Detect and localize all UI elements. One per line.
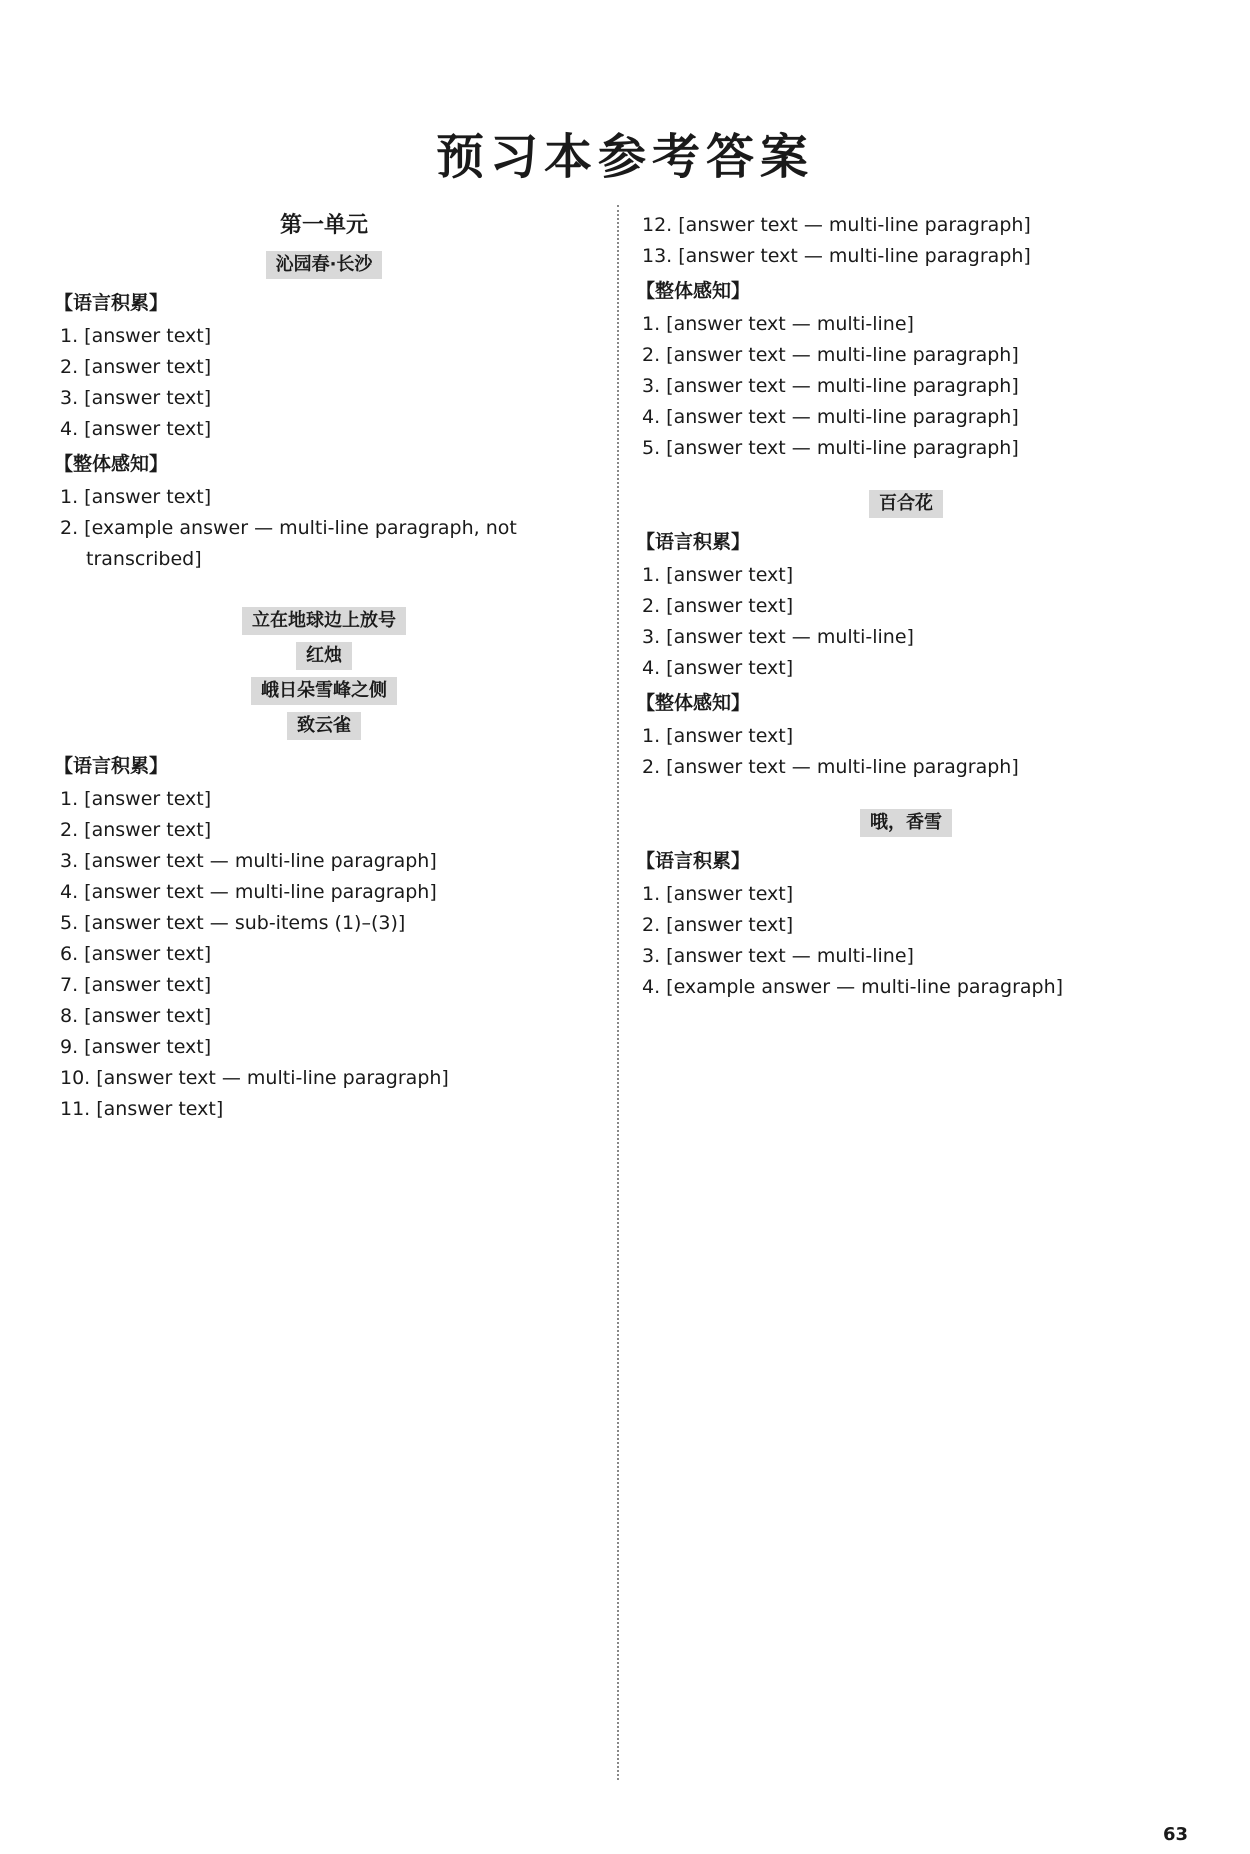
answer-item: 5. [answer text — sub-items (1)–(3)] xyxy=(60,912,406,934)
answer-item: 12. [answer text — multi-line paragraph] xyxy=(642,214,1031,236)
answer-item: 8. [answer text] xyxy=(60,1005,212,1027)
answer-item: 2. [answer text] xyxy=(60,819,212,841)
answer-item: 1. [answer text] xyxy=(60,788,212,810)
answer-item: 4. [answer text — multi-line paragraph] xyxy=(642,406,1019,428)
right-column xyxy=(636,210,1176,1003)
section-title: 致云雀 xyxy=(287,712,361,740)
answer-item: 2. [answer text — multi-line paragraph] xyxy=(642,756,1019,778)
category-heading: 【语言积累】 xyxy=(636,850,751,872)
answer-item: 1. [answer text] xyxy=(642,725,794,747)
category-heading: 【语言积累】 xyxy=(54,755,169,777)
answer-item: 1. [answer text] xyxy=(642,564,794,586)
answer-item: 11. [answer text] xyxy=(60,1098,224,1120)
category-heading: 【整体感知】 xyxy=(54,453,169,475)
answer-item: 1. [answer text] xyxy=(60,486,212,508)
category-heading: 【整体感知】 xyxy=(636,280,751,302)
answer-item: 4. [answer text] xyxy=(642,657,794,679)
page-number: 63 xyxy=(1162,1824,1188,1845)
answer-item: 1. [answer text] xyxy=(60,325,212,347)
answer-item: 4. [answer text] xyxy=(60,418,212,440)
section-title: 沁园春·长沙 xyxy=(266,251,383,279)
answer-item: 2. [answer text — multi-line paragraph] xyxy=(642,344,1019,366)
answer-item: 10. [answer text — multi-line paragraph] xyxy=(60,1067,449,1089)
section-title: 立在地球边上放号 xyxy=(242,607,406,635)
answer-item: 2. [answer text] xyxy=(642,595,794,617)
column-divider xyxy=(617,205,619,1780)
section-title: 百合花 xyxy=(869,490,943,518)
unit-title: 第一单元 xyxy=(279,213,368,238)
answer-item: 3. [answer text — multi-line paragraph] xyxy=(60,850,437,872)
answer-item: 3. [answer text — multi-line] xyxy=(642,945,914,967)
answer-item: 7. [answer text] xyxy=(60,974,212,996)
left-column xyxy=(54,210,594,1125)
category-heading: 【整体感知】 xyxy=(636,692,751,714)
answer-item: 13. [answer text — multi-line paragraph] xyxy=(642,245,1031,267)
answer-item: 2. [example answer — multi-line paragraph, not transcribed] xyxy=(60,517,517,570)
answer-item: 4. [example answer — multi-line paragraph] xyxy=(642,976,1064,998)
answer-item: 6. [answer text] xyxy=(60,943,212,965)
page-title: 预习本参考答案 xyxy=(435,129,814,185)
section-title: 红烛 xyxy=(296,642,352,670)
category-heading: 【语言积累】 xyxy=(54,292,169,314)
answer-item: 2. [answer text] xyxy=(642,914,794,936)
answer-item: 9. [answer text] xyxy=(60,1036,212,1058)
section-title: 哦，香雪 xyxy=(860,809,952,837)
answer-item: 1. [answer text — multi-line] xyxy=(642,313,914,335)
answer-item: 4. [answer text — multi-line paragraph] xyxy=(60,881,437,903)
answer-item: 3. [answer text — multi-line paragraph] xyxy=(642,375,1019,397)
section-title-stack xyxy=(54,605,594,741)
section-title: 峨日朵雪峰之侧 xyxy=(251,677,397,705)
category-heading: 【语言积累】 xyxy=(636,531,751,553)
answer-item: 2. [answer text] xyxy=(60,356,212,378)
answer-item: 3. [answer text — multi-line] xyxy=(642,626,914,648)
answer-item: 5. [answer text — multi-line paragraph] xyxy=(642,437,1019,459)
answer-item: 3. [answer text] xyxy=(60,387,212,409)
answer-item: 1. [answer text] xyxy=(642,883,794,905)
